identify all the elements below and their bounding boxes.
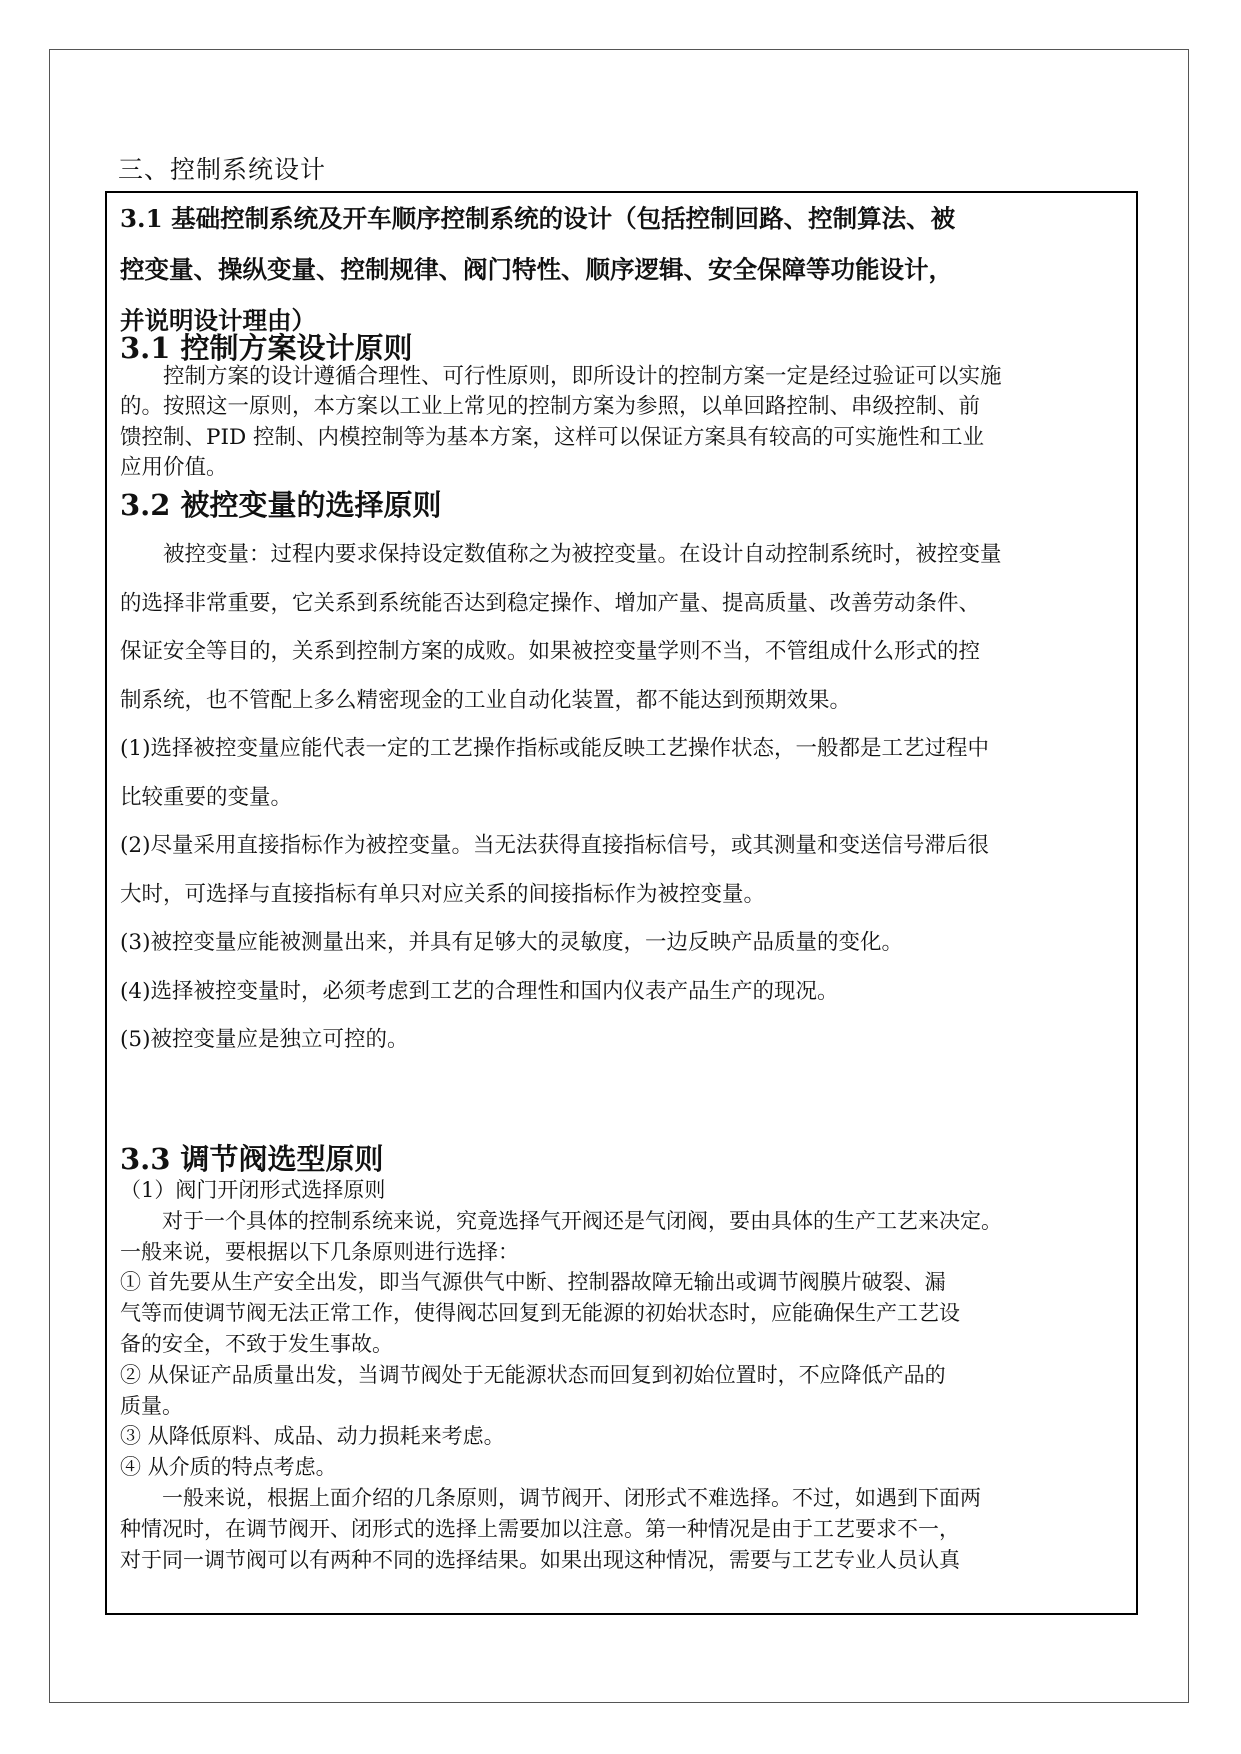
text-line: 被控变量：过程内要求保持设定数值称之为被控变量。在设计自动控制系统时，被控变量	[120, 542, 1002, 567]
subheading: （1）阀门开闭形式选择原则	[120, 1178, 386, 1202]
list-item: ① 首先要从生产安全出发，即当气源供气中断、控制器故障无输出或调节阀膜片破裂、漏	[120, 1270, 946, 1295]
list-item: (5)被控变量应是独立可控的。	[120, 1027, 409, 1052]
text-line: 保证安全等目的，关系到控制方案的成败。如果被控变量学则不当，不管组成什么形式的控	[120, 639, 981, 664]
text-line: 大时，可选择与直接指标有单只对应关系的间接指标作为被控变量。	[120, 881, 766, 907]
box-heading-line: 控变量、操纵变量、控制规律、阀门特性、顺序逻辑、安全保障等功能设计，	[120, 255, 953, 284]
paragraph-3-1	[120, 362, 1130, 483]
text-line: 制系统，也不管配上多么精密现金的工业自动化装置，都不能达到预期效果。	[120, 687, 852, 713]
text-line: 控制方案的设计遵循合理性、可行性原则，即所设计的控制方案一定是经过验证可以实施	[120, 364, 1002, 389]
box-heading	[120, 193, 1125, 346]
text-line: 应用价值。	[120, 454, 228, 480]
box-heading-line: 3.1 基础控制系统及开车顺序控制系统的设计（包括控制回路、控制算法、被	[120, 204, 956, 233]
text-line: 的选择非常重要，它关系到系统能否达到稳定操作、增加产量、提高质量、改善劳动条件、	[120, 590, 981, 616]
list-item: (2)尽量采用直接指标作为被控变量。当无法获得直接指标信号，或其测量和变送信号滞后很	[120, 833, 989, 858]
text-line: 质量。	[120, 1393, 183, 1418]
content-box	[105, 191, 1138, 1615]
paragraph-3-3	[120, 1175, 1130, 1575]
section-title: 三、控制系统设计	[118, 155, 327, 184]
heading-3-1: 3.1 控制方案设计原则	[120, 331, 413, 365]
text-line: 种情况时，在调节阀开、闭形式的选择上需要加以注意。第一种情况是由于工艺要求不一，	[120, 1516, 960, 1541]
text-line: 馈控制、PID 控制、内模控制等为基本方案，这样可以保证方案具有较高的可实施性和工业	[120, 424, 985, 450]
list-item: (4)选择被控变量时，必须考虑到工艺的合理性和国内仪表产品生产的现况。	[120, 978, 839, 1004]
text-line: 一般来说，要根据以下几条原则进行选择：	[120, 1239, 519, 1264]
list-item: (1)选择被控变量应能代表一定的工艺操作指标或能反映工艺操作状态，一般都是工艺过程中	[120, 736, 989, 761]
text-line: 对于一个具体的控制系统来说，究竟选择气开阀还是气闭阀，要由具体的生产工艺来决定。	[120, 1208, 1002, 1233]
list-item: ② 从保证产品质量出发，当调节阀处于无能源状态而回复到初始位置时，不应降低产品的	[120, 1362, 946, 1387]
list-item: ③ 从降低原料、成品、动力损耗来考虑。	[120, 1424, 505, 1449]
text-line: 的。按照这一原则，本方案以工业上常见的控制方案为参照，以单回路控制、串级控制、前	[120, 394, 981, 420]
text-line: 比较重要的变量。	[120, 784, 293, 810]
text-line: 气等而使调节阀无法正常工作，使得阀芯回复到无能源的初始状态时，应能确保生产工艺设	[120, 1301, 960, 1326]
text-line: 备的安全，不致于发生事故。	[120, 1331, 393, 1356]
box-heading-line: 并说明设计理由）	[120, 306, 316, 335]
heading-3-2: 3.2 被控变量的选择原则	[120, 488, 442, 522]
list-item: ④ 从介质的特点考虑。	[120, 1455, 337, 1480]
text-line: 对于同一调节阀可以有两种不同的选择结果。如果出现这种情况，需要与工艺专业人员认真	[120, 1547, 960, 1572]
heading-3-3: 3.3 调节阀选型原则	[120, 1142, 384, 1176]
paragraph-3-2	[120, 531, 1130, 1065]
list-item: (3)被控变量应能被测量出来，并具有足够大的灵敏度，一边反映产品质量的变化。	[120, 930, 903, 955]
text-line: 一般来说，根据上面介绍的几条原则，调节阀开、闭形式不难选择。不过，如遇到下面两	[120, 1485, 981, 1510]
